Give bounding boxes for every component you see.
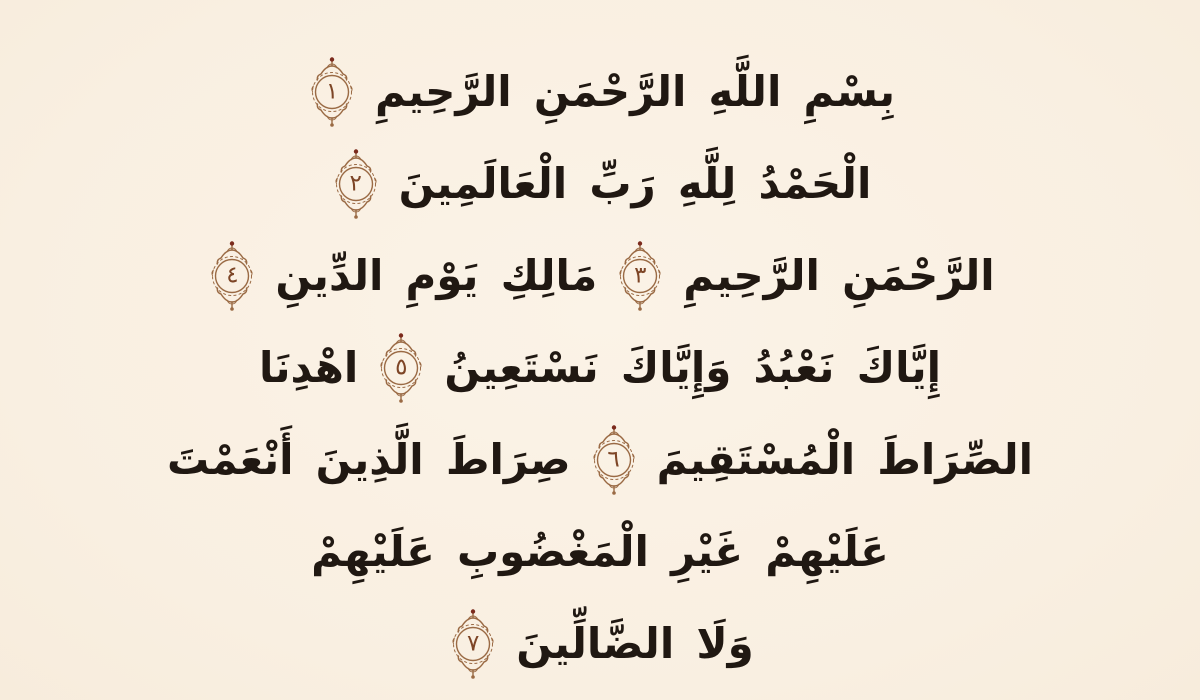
verse-marker [205,239,259,313]
verse-number: ٣ [634,262,647,289]
ayah-text: الْحَمْدُ لِلَّهِ رَبِّ الْعَالَمِينَ [398,159,872,208]
ayah-text: الرَّحْمَنِ الرَّحِيمِ [683,251,995,300]
verse-number: ٦ [607,446,620,473]
ayah-text: وَلَا الضَّالِّينَ [516,619,754,668]
verse-number: ١ [325,78,339,105]
ayah-text: الصِّرَاطَ الْمُسْتَقِيمَ [656,435,1033,484]
ayah-text: مَالِكِ يَوْمِ الدِّينِ [275,251,598,300]
ayah-line [167,414,1033,506]
verse-marker [374,331,428,405]
verse-number: ٧ [467,630,480,657]
verse-marker [613,239,667,313]
ayah-line [446,598,754,690]
ayah-line [329,138,872,230]
verse-number: ٥ [395,354,408,381]
ayah-text: صِرَاطَ الَّذِينَ أَنْعَمْتَ [167,435,571,484]
ayah-line [259,322,941,414]
ayah-text: إِيَّاكَ نَعْبُدُ وَإِيَّاكَ نَسْتَعِينُ [444,343,942,392]
verse-marker [305,55,359,129]
ayah-text: بِسْمِ اللَّهِ الرَّحْمَنِ الرَّحِيمِ [375,67,895,116]
verse-marker [446,607,500,681]
verse-number: ٤ [226,262,239,289]
ayah-line [205,230,994,322]
ayah-text: عَلَيْهِمْ غَيْرِ الْمَغْضُوبِ عَلَيْهِمْ [311,527,889,576]
ayah-line [305,46,895,138]
verse-marker [329,147,383,221]
verse-marker [587,423,641,497]
verse-number: ٢ [349,170,362,197]
ayah-text: اهْدِنَا [258,343,359,392]
ayah-line [311,506,889,598]
